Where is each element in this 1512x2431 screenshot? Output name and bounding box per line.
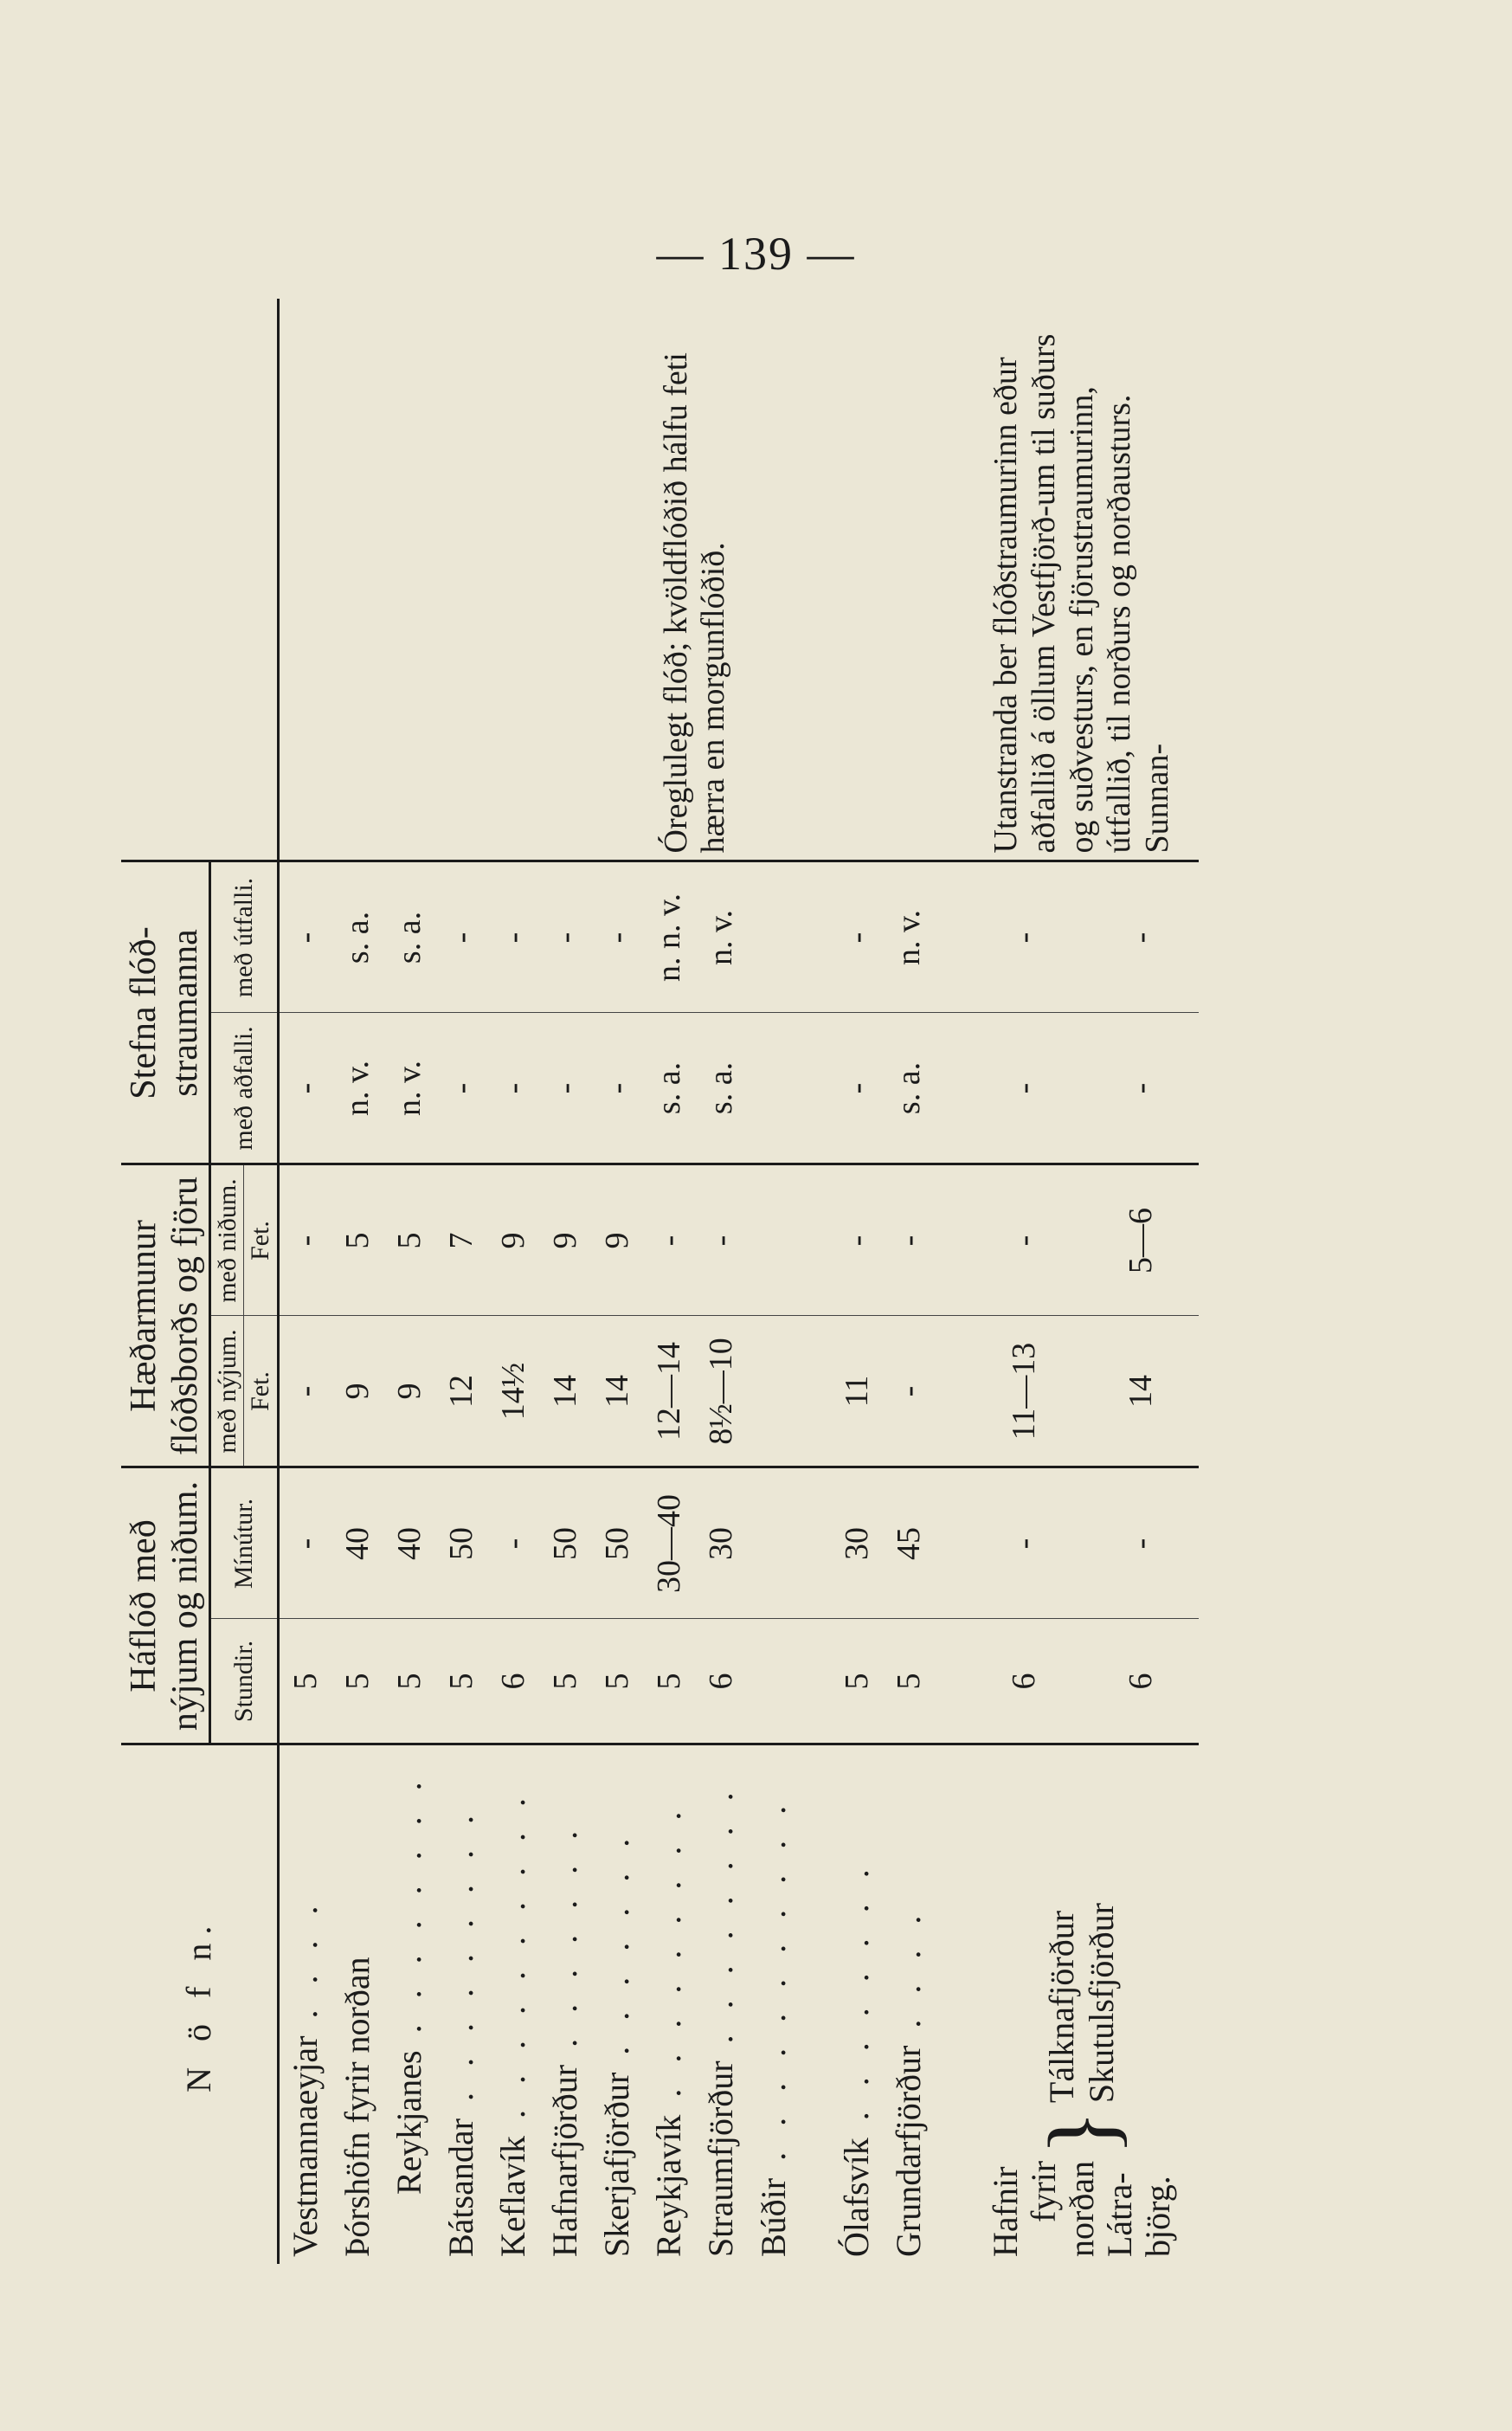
stundir-cell: 6 [487,1619,539,1744]
nyjum-cell [747,1316,799,1467]
utfalli-cell: - [966,861,1083,1013]
adfalli-cell: n. v. [383,1013,435,1164]
nidum-cell: - [966,1164,1083,1316]
minutur-cell: 30 [831,1467,883,1619]
hafnir-line: fyrir [1024,2160,1064,2222]
table-row [487,299,539,2264]
table-row [883,299,935,2264]
adfalli-cell: - [591,1013,643,1164]
nidum-cell [747,1164,799,1316]
remark-reykjavik: Óreglulegt flóð; kvöldflóðið hálfu feti hærra en morgunflóðið. [657,352,732,854]
adfalli-cell: - [278,1013,331,1164]
place-name: Hafnarfjörður . . . . . . . [539,1744,591,2264]
nidum-cell: - [831,1164,883,1316]
adfalli-cell: - [831,1013,883,1164]
stefna-utfalli-header: með útfalli. [209,861,278,1013]
haedarmunur-nidum-header: með niðum. [209,1164,243,1316]
nyjum-cell: 9 [383,1316,435,1467]
remark-cell [278,299,331,861]
utfalli-cell: - [487,861,539,1013]
place-name: Straumfjörður . . . . . . . . [695,1744,747,2264]
nyjum-cell: - [883,1316,935,1467]
place-group-hafnir [966,1744,1199,2264]
remark-cell [747,299,799,861]
nidum-cell: - [643,1164,695,1316]
minutur-cell: 45 [883,1467,935,1619]
utfalli-cell: - [278,861,331,1013]
nyjum-cell: 14½ [487,1316,539,1467]
nidum-cell: - [695,1164,747,1316]
minutur-cell [747,1467,799,1619]
adfalli-cell: s. a. [883,1013,935,1164]
utfalli-cell: - [539,861,591,1013]
remarks-header [121,299,278,861]
table-row [278,299,331,2264]
haedarmunur-nyjum-header: með nýjum. [209,1316,243,1467]
stundir-cell: 5 [539,1619,591,1744]
utfalli-cell: s. a. [331,861,383,1013]
adfalli-cell: - [487,1013,539,1164]
adfalli-cell: s. a. [643,1013,695,1164]
stundir-cell [747,1619,799,1744]
table-row [831,299,883,2264]
hafnir-line: Hafnir [986,2166,1026,2257]
remark-cell [591,299,643,861]
utfalli-cell: n. v. [695,861,747,1013]
nyjum-cell: 14 [591,1316,643,1467]
nidum-cell: 5 [331,1164,383,1316]
adfalli-cell [747,1013,799,1164]
minutur-cell: 50 [591,1467,643,1619]
table-row [591,299,643,2264]
stundir-cell: 5 [331,1619,383,1744]
table-row [643,299,695,2264]
stundir-cell: 5 [278,1619,331,1744]
stefna-adfalli-header: með aðfalli. [209,1013,278,1164]
place-name: Ólafsvík . . . . . . . . [831,1744,883,2264]
utfalli-cell [747,861,799,1013]
nidum-cell: - [883,1164,935,1316]
minutur-cell: 50 [435,1467,487,1619]
minutur-cell: - [1082,1467,1199,1619]
stundir-cell: 6 [966,1619,1083,1744]
place-name: Tálknafjörður [1042,1910,1082,2104]
remark-cell [539,299,591,861]
utfalli-cell: - [831,861,883,1013]
fet-nidum-header: Fet. [243,1164,278,1316]
nyjum-cell: 11—13 [966,1316,1083,1467]
nyjum-cell: 9 [331,1316,383,1467]
nyjum-cell: 12—14 [643,1316,695,1467]
stundir-cell: 5 [643,1619,695,1744]
adfalli-cell: - [539,1013,591,1164]
table-row [435,299,487,2264]
utfalli-cell: - [435,861,487,1013]
place-name: Búðir . . . . . . . . . . . [747,1744,799,2264]
remark-cell [331,299,383,861]
minutur-cell: 50 [539,1467,591,1619]
remark-cell [383,299,435,861]
adfalli-cell: n. v. [331,1013,383,1164]
nidum-cell: 5—6 [1082,1164,1199,1316]
haedarmunur-header: Hæðarmunur flóðsborðs og fjöru [121,1164,209,1467]
table-row [383,299,435,2264]
place-name: Bátsandar . . . . . . . . . [435,1744,487,2264]
row-gap [800,299,831,2264]
row-gap [935,299,966,2264]
minutur-cell: 30 [695,1467,747,1619]
adfalli-cell: - [435,1013,487,1164]
nidum-cell: 7 [435,1164,487,1316]
minutur-cell: 40 [383,1467,435,1619]
nyjum-cell: 14 [1082,1316,1199,1467]
remark-cell [435,299,487,861]
place-name: Keflavík . . . . . . . . . . [487,1744,539,2264]
table-row [539,299,591,2264]
adfalli-cell: - [1082,1013,1199,1164]
page-number: — 139 — [656,228,856,280]
minutur-cell: - [966,1467,1083,1619]
table-row [966,299,1083,2264]
nidum-cell: 9 [539,1164,591,1316]
stundir-cell: 5 [435,1619,487,1744]
utfalli-cell: s. a. [383,861,435,1013]
fet-nyjum-header: Fet. [243,1316,278,1467]
utfalli-cell: n. v. [883,861,935,1013]
stefna-header: Stefna flóð-straumanna [121,861,209,1164]
utfalli-cell: n. n. v. [643,861,695,1013]
stundir-cell: 5 [591,1619,643,1744]
names-header: N ö f n. [121,1744,278,2264]
minutur-cell: - [278,1467,331,1619]
minutur-cell: 30—40 [643,1467,695,1619]
place-name: Skutulsfjörður [1082,1902,1122,2104]
stundir-cell: 5 [831,1619,883,1744]
nidum-cell: 5 [383,1164,435,1316]
remark-cell [831,299,883,861]
tide-table [121,299,1199,2264]
stundir-cell: 5 [883,1619,935,1744]
haflod-stundir-header: Stundir. [209,1619,278,1744]
nidum-cell: 9 [487,1164,539,1316]
utfalli-cell: - [1082,861,1199,1013]
adfalli-cell: s. a. [695,1013,747,1164]
tide-table-grid [121,299,1199,2264]
place-name: Grundarfjörður . . . . [883,1744,935,2264]
place-name: Reykjanes . . . . . . . . [383,1744,435,2264]
nyjum-cell: 8½—10 [695,1316,747,1467]
nyjum-cell: - [278,1316,331,1467]
stundir-cell: 5 [383,1619,435,1744]
haflod-header: Háflóð með nýjum og niðum. [121,1467,209,1744]
remark-cell [883,299,935,861]
minutur-cell: - [487,1467,539,1619]
nyjum-cell: 14 [539,1316,591,1467]
nyjum-cell: 11 [831,1316,883,1467]
remark-vestfirdir: Utanstranda ber flóðstraumurinn eður aðfallið á öllum Vestfjörð-um til suðurs og suðvesturs, en fjörustraumurinn, útfallið, til norðurs og norðausturs. Sunnan- [988,333,1175,854]
haflod-minutur-header: Mínútur. [209,1467,278,1619]
nyjum-cell: 12 [435,1316,487,1467]
place-name: Skerjafjörður . . . . . . . [591,1744,643,2264]
stundir-cell: 6 [1082,1619,1199,1744]
latrabjorg-line: björg. [1138,2176,1178,2257]
remark-cell [487,299,539,861]
place-name: Vestmannaeyjar . . . . [278,1744,331,2264]
adfalli-cell: - [966,1013,1083,1164]
table-row [747,299,799,2264]
minutur-cell: 40 [331,1467,383,1619]
brace-icon: } [1029,2110,1136,2156]
place-name: Reykjavík . . . . . . . . . [643,1744,695,2264]
hafnir-line: norðan [1062,2160,1102,2257]
place-name: Þórshöfn fyrir norðan [331,1744,383,2264]
table-row [331,299,383,2264]
stundir-cell: 6 [695,1619,747,1744]
latrabjorg-line: Látra- [1100,2172,1140,2257]
utfalli-cell: - [591,861,643,1013]
nidum-cell: 9 [591,1164,643,1316]
nidum-cell: - [278,1164,331,1316]
